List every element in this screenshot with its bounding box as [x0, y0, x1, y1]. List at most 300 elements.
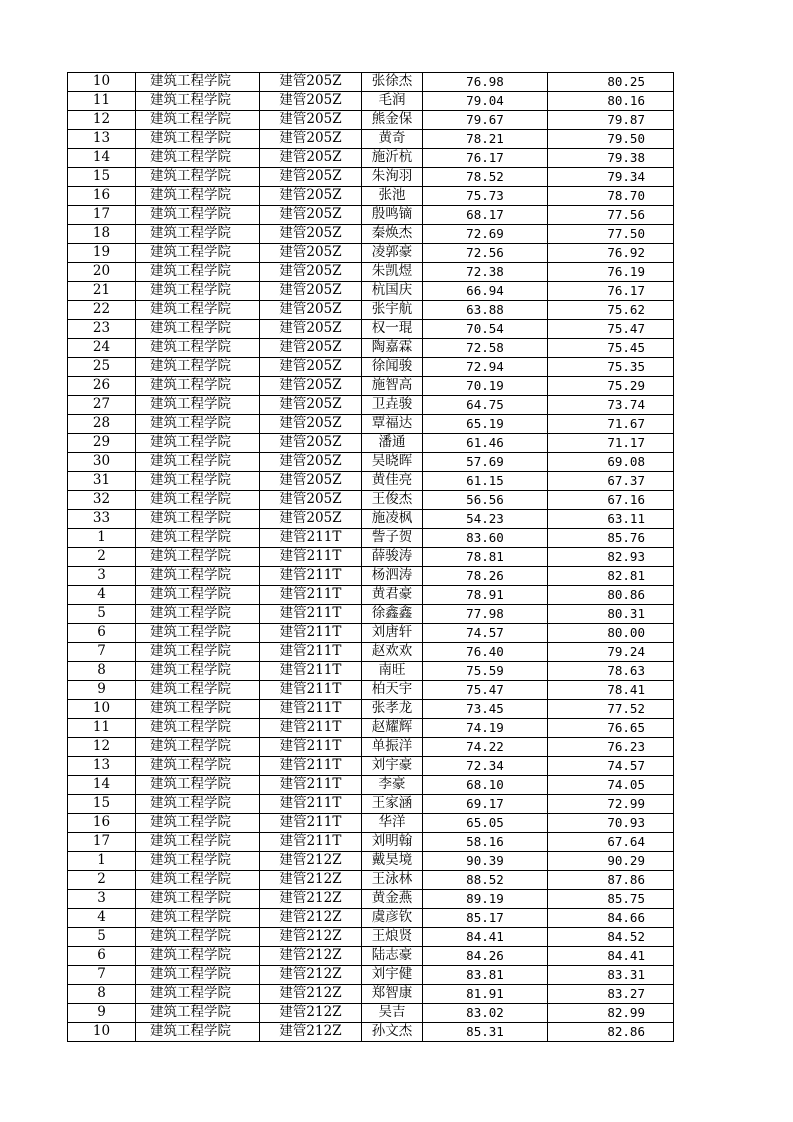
score-2-cell: 75.47	[548, 320, 674, 339]
college-cell: 建筑工程学院	[136, 92, 260, 111]
score-2-cell: 76.19	[548, 263, 674, 282]
score-2-cell: 84.52	[548, 928, 674, 947]
score-1-cell: 83.81	[423, 966, 548, 985]
student-name-cell: 黄佳亮	[362, 472, 423, 491]
table-row	[68, 795, 674, 814]
student-name-cell: 黄金燕	[362, 890, 423, 909]
score-2-cell: 74.57	[548, 757, 674, 776]
class-cell: 建管211T	[260, 681, 362, 700]
score-2-cell: 73.74	[548, 396, 674, 415]
student-name-cell: 黄君豪	[362, 586, 423, 605]
score-1-cell: 58.16	[423, 833, 548, 852]
row-number-cell: 19	[68, 244, 136, 263]
score-2-cell: 71.67	[548, 415, 674, 434]
score-1-cell: 56.56	[423, 491, 548, 510]
class-cell: 建管205Z	[260, 225, 362, 244]
table-row	[68, 282, 674, 301]
row-number-cell: 26	[68, 377, 136, 396]
college-cell: 建筑工程学院	[136, 643, 260, 662]
score-1-cell: 84.41	[423, 928, 548, 947]
table-row	[68, 453, 674, 472]
class-cell: 建管212Z	[260, 1023, 362, 1042]
row-number-cell: 12	[68, 111, 136, 130]
score-1-cell: 78.52	[423, 168, 548, 187]
score-2-cell: 85.76	[548, 529, 674, 548]
row-number-cell: 4	[68, 586, 136, 605]
college-cell: 建筑工程学院	[136, 225, 260, 244]
table-row	[68, 206, 674, 225]
student-name-cell: 吴吉	[362, 1004, 423, 1023]
student-name-cell: 戴昊境	[362, 852, 423, 871]
table-row	[68, 377, 674, 396]
row-number-cell: 15	[68, 795, 136, 814]
row-number-cell: 27	[68, 396, 136, 415]
student-name-cell: 刘宇豪	[362, 757, 423, 776]
row-number-cell: 10	[68, 700, 136, 719]
class-cell: 建管211T	[260, 605, 362, 624]
class-cell: 建管205Z	[260, 415, 362, 434]
class-cell: 建管212Z	[260, 966, 362, 985]
table-row	[68, 852, 674, 871]
score-1-cell: 84.26	[423, 947, 548, 966]
college-cell: 建筑工程学院	[136, 529, 260, 548]
student-name-cell: 施沂杭	[362, 149, 423, 168]
table-row	[68, 548, 674, 567]
table-row	[68, 244, 674, 263]
row-number-cell: 16	[68, 814, 136, 833]
row-number-cell: 25	[68, 358, 136, 377]
score-1-cell: 81.91	[423, 985, 548, 1004]
row-number-cell: 11	[68, 719, 136, 738]
row-number-cell: 7	[68, 966, 136, 985]
college-cell: 建筑工程学院	[136, 776, 260, 795]
college-cell: 建筑工程学院	[136, 852, 260, 871]
college-cell: 建筑工程学院	[136, 624, 260, 643]
student-name-cell: 权一琨	[362, 320, 423, 339]
class-cell: 建管212Z	[260, 947, 362, 966]
score-1-cell: 54.23	[423, 510, 548, 529]
class-cell: 建管205Z	[260, 396, 362, 415]
college-cell: 建筑工程学院	[136, 814, 260, 833]
college-cell: 建筑工程学院	[136, 719, 260, 738]
score-2-cell: 80.25	[548, 73, 674, 92]
student-name-cell: 王泳林	[362, 871, 423, 890]
class-cell: 建管212Z	[260, 871, 362, 890]
score-1-cell: 74.57	[423, 624, 548, 643]
student-name-cell: 朱洵羽	[362, 168, 423, 187]
score-1-cell: 78.21	[423, 130, 548, 149]
score-2-cell: 82.99	[548, 1004, 674, 1023]
student-name-cell: 赵耀辉	[362, 719, 423, 738]
student-name-cell: 张池	[362, 187, 423, 206]
row-number-cell: 5	[68, 605, 136, 624]
student-name-cell: 郑智康	[362, 985, 423, 1004]
class-cell: 建管205Z	[260, 130, 362, 149]
student-name-cell: 杭国庆	[362, 282, 423, 301]
class-cell: 建管211T	[260, 795, 362, 814]
table-row	[68, 643, 674, 662]
table-row	[68, 92, 674, 111]
class-cell: 建管205Z	[260, 358, 362, 377]
score-2-cell: 79.34	[548, 168, 674, 187]
score-2-cell: 63.11	[548, 510, 674, 529]
class-cell: 建管211T	[260, 586, 362, 605]
table-row	[68, 434, 674, 453]
class-cell: 建管205Z	[260, 339, 362, 358]
score-1-cell: 79.67	[423, 111, 548, 130]
class-cell: 建管211T	[260, 567, 362, 586]
table-row	[68, 567, 674, 586]
student-name-cell: 杨泗涛	[362, 567, 423, 586]
college-cell: 建筑工程学院	[136, 1004, 260, 1023]
table-row	[68, 225, 674, 244]
student-name-cell: 华洋	[362, 814, 423, 833]
class-cell: 建管205Z	[260, 491, 362, 510]
student-name-cell: 王家涵	[362, 795, 423, 814]
row-number-cell: 2	[68, 548, 136, 567]
score-1-cell: 77.98	[423, 605, 548, 624]
class-cell: 建管205Z	[260, 111, 362, 130]
class-cell: 建管211T	[260, 548, 362, 567]
college-cell: 建筑工程学院	[136, 73, 260, 92]
college-cell: 建筑工程学院	[136, 282, 260, 301]
row-number-cell: 33	[68, 510, 136, 529]
college-cell: 建筑工程学院	[136, 586, 260, 605]
score-2-cell: 76.17	[548, 282, 674, 301]
score-2-cell: 70.93	[548, 814, 674, 833]
table-row	[68, 1023, 674, 1042]
row-number-cell: 21	[68, 282, 136, 301]
score-2-cell: 76.65	[548, 719, 674, 738]
score-1-cell: 66.94	[423, 282, 548, 301]
class-cell: 建管212Z	[260, 985, 362, 1004]
student-name-cell: 单振洋	[362, 738, 423, 757]
class-cell: 建管211T	[260, 719, 362, 738]
score-2-cell: 75.29	[548, 377, 674, 396]
table-row	[68, 396, 674, 415]
table-row	[68, 130, 674, 149]
table-row	[68, 168, 674, 187]
college-cell: 建筑工程学院	[136, 206, 260, 225]
student-name-cell: 秦焕杰	[362, 225, 423, 244]
score-2-cell: 69.08	[548, 453, 674, 472]
table-row	[68, 187, 674, 206]
class-cell: 建管205Z	[260, 206, 362, 225]
score-1-cell: 85.17	[423, 909, 548, 928]
score-1-cell: 72.69	[423, 225, 548, 244]
score-1-cell: 61.15	[423, 472, 548, 491]
score-2-cell: 83.27	[548, 985, 674, 1004]
college-cell: 建筑工程学院	[136, 491, 260, 510]
class-cell: 建管205Z	[260, 434, 362, 453]
score-2-cell: 85.75	[548, 890, 674, 909]
college-cell: 建筑工程学院	[136, 795, 260, 814]
row-number-cell: 30	[68, 453, 136, 472]
table-row	[68, 871, 674, 890]
score-1-cell: 74.22	[423, 738, 548, 757]
student-name-cell: 毛润	[362, 92, 423, 111]
class-cell: 建管205Z	[260, 263, 362, 282]
score-1-cell: 74.19	[423, 719, 548, 738]
row-number-cell: 4	[68, 909, 136, 928]
row-number-cell: 14	[68, 776, 136, 795]
score-2-cell: 76.23	[548, 738, 674, 757]
class-cell: 建管205Z	[260, 244, 362, 263]
score-2-cell: 75.62	[548, 301, 674, 320]
row-number-cell: 10	[68, 73, 136, 92]
table-row	[68, 681, 674, 700]
class-cell: 建管211T	[260, 643, 362, 662]
table-row	[68, 890, 674, 909]
score-1-cell: 76.40	[423, 643, 548, 662]
table-row	[68, 605, 674, 624]
score-1-cell: 76.98	[423, 73, 548, 92]
score-2-cell: 87.86	[548, 871, 674, 890]
college-cell: 建筑工程学院	[136, 548, 260, 567]
class-cell: 建管205Z	[260, 149, 362, 168]
score-1-cell: 70.54	[423, 320, 548, 339]
score-2-cell: 79.50	[548, 130, 674, 149]
score-2-cell: 77.52	[548, 700, 674, 719]
score-1-cell: 85.31	[423, 1023, 548, 1042]
score-2-cell: 83.31	[548, 966, 674, 985]
score-2-cell: 84.66	[548, 909, 674, 928]
row-number-cell: 23	[68, 320, 136, 339]
college-cell: 建筑工程学院	[136, 985, 260, 1004]
score-1-cell: 89.19	[423, 890, 548, 909]
score-1-cell: 79.04	[423, 92, 548, 111]
college-cell: 建筑工程学院	[136, 890, 260, 909]
row-number-cell: 13	[68, 757, 136, 776]
score-1-cell: 65.19	[423, 415, 548, 434]
score-2-cell: 80.31	[548, 605, 674, 624]
student-name-cell: 南旺	[362, 662, 423, 681]
table-row	[68, 586, 674, 605]
college-cell: 建筑工程学院	[136, 434, 260, 453]
row-number-cell: 9	[68, 1004, 136, 1023]
table-row	[68, 339, 674, 358]
student-name-cell: 施凌枫	[362, 510, 423, 529]
student-name-cell: 吴晓晖	[362, 453, 423, 472]
score-1-cell: 78.26	[423, 567, 548, 586]
student-name-cell: 黄奇	[362, 130, 423, 149]
table-row	[68, 814, 674, 833]
student-name-cell: 徐闻骏	[362, 358, 423, 377]
score-2-cell: 74.05	[548, 776, 674, 795]
row-number-cell: 16	[68, 187, 136, 206]
table-row	[68, 719, 674, 738]
score-1-cell: 88.52	[423, 871, 548, 890]
college-cell: 建筑工程学院	[136, 1023, 260, 1042]
class-cell: 建管211T	[260, 662, 362, 681]
score-2-cell: 72.99	[548, 795, 674, 814]
table-row	[68, 1004, 674, 1023]
college-cell: 建筑工程学院	[136, 187, 260, 206]
college-cell: 建筑工程学院	[136, 320, 260, 339]
score-1-cell: 68.10	[423, 776, 548, 795]
row-number-cell: 7	[68, 643, 136, 662]
class-cell: 建管211T	[260, 814, 362, 833]
table-row	[68, 320, 674, 339]
class-cell: 建管205Z	[260, 282, 362, 301]
class-cell: 建管205Z	[260, 453, 362, 472]
table-row	[68, 510, 674, 529]
student-name-cell: 王烺贤	[362, 928, 423, 947]
table-row	[68, 700, 674, 719]
class-cell: 建管212Z	[260, 928, 362, 947]
student-name-cell: 柏天宇	[362, 681, 423, 700]
row-number-cell: 8	[68, 662, 136, 681]
student-name-cell: 张宇航	[362, 301, 423, 320]
college-cell: 建筑工程学院	[136, 909, 260, 928]
row-number-cell: 17	[68, 833, 136, 852]
row-number-cell: 14	[68, 149, 136, 168]
score-1-cell: 57.69	[423, 453, 548, 472]
score-2-cell: 78.70	[548, 187, 674, 206]
score-2-cell: 82.93	[548, 548, 674, 567]
table-row	[68, 909, 674, 928]
college-cell: 建筑工程学院	[136, 377, 260, 396]
score-1-cell: 69.17	[423, 795, 548, 814]
class-cell: 建管212Z	[260, 852, 362, 871]
row-number-cell: 20	[68, 263, 136, 282]
row-number-cell: 15	[68, 168, 136, 187]
class-cell: 建管211T	[260, 776, 362, 795]
row-number-cell: 18	[68, 225, 136, 244]
class-cell: 建管211T	[260, 529, 362, 548]
student-name-cell: 张徐杰	[362, 73, 423, 92]
student-name-cell: 刘唐轩	[362, 624, 423, 643]
college-cell: 建筑工程学院	[136, 111, 260, 130]
table-row	[68, 529, 674, 548]
score-1-cell: 83.60	[423, 529, 548, 548]
score-2-cell: 79.87	[548, 111, 674, 130]
row-number-cell: 2	[68, 871, 136, 890]
class-cell: 建管205Z	[260, 301, 362, 320]
score-1-cell: 65.05	[423, 814, 548, 833]
student-name-cell: 訾子贺	[362, 529, 423, 548]
college-cell: 建筑工程学院	[136, 453, 260, 472]
score-1-cell: 64.75	[423, 396, 548, 415]
score-2-cell: 75.45	[548, 339, 674, 358]
score-1-cell: 76.17	[423, 149, 548, 168]
class-cell: 建管211T	[260, 757, 362, 776]
score-1-cell: 75.59	[423, 662, 548, 681]
table-row	[68, 624, 674, 643]
table-row	[68, 833, 674, 852]
student-name-cell: 张孝龙	[362, 700, 423, 719]
score-1-cell: 68.17	[423, 206, 548, 225]
class-cell: 建管212Z	[260, 890, 362, 909]
student-name-cell: 刘宇健	[362, 966, 423, 985]
college-cell: 建筑工程学院	[136, 472, 260, 491]
score-1-cell: 72.34	[423, 757, 548, 776]
student-name-cell: 熊金保	[362, 111, 423, 130]
college-cell: 建筑工程学院	[136, 510, 260, 529]
row-number-cell: 24	[68, 339, 136, 358]
row-number-cell: 11	[68, 92, 136, 111]
score-2-cell: 90.29	[548, 852, 674, 871]
student-name-cell: 徐鑫鑫	[362, 605, 423, 624]
score-2-cell: 78.63	[548, 662, 674, 681]
table-row	[68, 415, 674, 434]
row-number-cell: 22	[68, 301, 136, 320]
row-number-cell: 31	[68, 472, 136, 491]
college-cell: 建筑工程学院	[136, 928, 260, 947]
student-name-cell: 凌郭豪	[362, 244, 423, 263]
table-row	[68, 358, 674, 377]
row-number-cell: 12	[68, 738, 136, 757]
college-cell: 建筑工程学院	[136, 681, 260, 700]
score-2-cell: 80.86	[548, 586, 674, 605]
score-1-cell: 61.46	[423, 434, 548, 453]
score-1-cell: 90.39	[423, 852, 548, 871]
score-2-cell: 82.86	[548, 1023, 674, 1042]
student-name-cell: 潘通	[362, 434, 423, 453]
row-number-cell: 3	[68, 567, 136, 586]
table-row	[68, 985, 674, 1004]
row-number-cell: 1	[68, 852, 136, 871]
row-number-cell: 6	[68, 947, 136, 966]
score-2-cell: 76.92	[548, 244, 674, 263]
student-name-cell: 刘明翰	[362, 833, 423, 852]
row-number-cell: 9	[68, 681, 136, 700]
score-1-cell: 72.38	[423, 263, 548, 282]
row-number-cell: 1	[68, 529, 136, 548]
score-2-cell: 77.50	[548, 225, 674, 244]
student-name-cell: 李豪	[362, 776, 423, 795]
score-table	[67, 72, 674, 1042]
table-row	[68, 738, 674, 757]
college-cell: 建筑工程学院	[136, 263, 260, 282]
college-cell: 建筑工程学院	[136, 605, 260, 624]
score-1-cell: 63.88	[423, 301, 548, 320]
college-cell: 建筑工程学院	[136, 567, 260, 586]
score-2-cell: 67.64	[548, 833, 674, 852]
class-cell: 建管212Z	[260, 909, 362, 928]
table-row	[68, 491, 674, 510]
student-name-cell: 薛骏涛	[362, 548, 423, 567]
student-name-cell: 殷鸣镝	[362, 206, 423, 225]
table-row	[68, 928, 674, 947]
score-2-cell: 84.41	[548, 947, 674, 966]
table-row	[68, 73, 674, 92]
student-name-cell: 卫垚骏	[362, 396, 423, 415]
score-1-cell: 72.58	[423, 339, 548, 358]
score-2-cell: 78.41	[548, 681, 674, 700]
table-row	[68, 263, 674, 282]
row-number-cell: 28	[68, 415, 136, 434]
class-cell: 建管211T	[260, 624, 362, 643]
college-cell: 建筑工程学院	[136, 415, 260, 434]
row-number-cell: 29	[68, 434, 136, 453]
score-1-cell: 83.02	[423, 1004, 548, 1023]
score-2-cell: 79.38	[548, 149, 674, 168]
row-number-cell: 10	[68, 1023, 136, 1042]
score-1-cell: 75.73	[423, 187, 548, 206]
table-row	[68, 149, 674, 168]
class-cell: 建管205Z	[260, 187, 362, 206]
score-1-cell: 73.45	[423, 700, 548, 719]
score-2-cell: 82.81	[548, 567, 674, 586]
score-2-cell: 77.56	[548, 206, 674, 225]
class-cell: 建管211T	[260, 738, 362, 757]
class-cell: 建管211T	[260, 833, 362, 852]
college-cell: 建筑工程学院	[136, 833, 260, 852]
table-row	[68, 947, 674, 966]
score-1-cell: 70.19	[423, 377, 548, 396]
score-2-cell: 67.37	[548, 472, 674, 491]
